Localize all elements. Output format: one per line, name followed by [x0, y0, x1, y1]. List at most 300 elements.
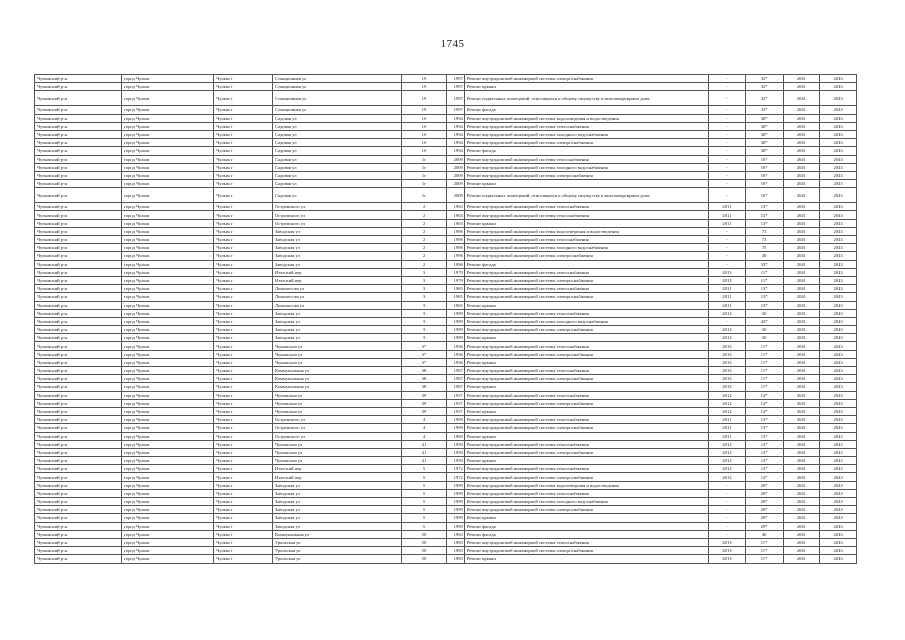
build-year-cell: 1994	[447, 114, 465, 122]
wear-percent-cell: 20	[745, 309, 783, 317]
settlement-cell: город Чулым	[122, 367, 214, 375]
settlement-cell: город Чулым	[122, 530, 214, 538]
plan-start-year-cell: 2041	[783, 171, 820, 179]
work-type-cell: Ремонт внутридомовой инженерной системы теплоснабжения	[464, 489, 708, 497]
settlement-cell: город Чулым	[122, 188, 214, 203]
settlement-cell: город Чулым	[122, 514, 214, 522]
build-year-cell: 1997	[447, 83, 465, 91]
settlement-cell: город Чулым	[122, 244, 214, 252]
plan-start-year-cell: 2041	[783, 188, 820, 203]
street-cell: Коммунальная ул	[272, 530, 401, 538]
house-number-cell: 19	[401, 83, 446, 91]
settlement-cell: город Чулым	[122, 473, 214, 481]
last-repair-year-cell: 2012	[709, 457, 746, 465]
plan-end-year-cell: 2043	[820, 227, 857, 235]
settlement-cell: город Чулым	[122, 155, 214, 163]
street-cell: Садовая ул	[272, 155, 401, 163]
last-repair-year-cell: -	[709, 260, 746, 268]
work-type-cell: Ремонт внутридомовой инженерной системы электроснабжения	[464, 171, 708, 179]
house-number-cell: 5	[401, 481, 446, 489]
plan-start-year-cell: 2041	[783, 147, 820, 155]
plan-end-year-cell: 2043	[820, 244, 857, 252]
city-cell: Чулым г	[214, 244, 273, 252]
wear-percent-cell: 32*	[745, 75, 783, 83]
settlement-cell: город Чулым	[122, 293, 214, 301]
last-repair-year-cell: 2012	[709, 440, 746, 448]
build-year-cell: 2009	[447, 188, 465, 203]
district-cell: Чулымский р-н	[35, 407, 122, 415]
wear-percent-cell: 12*	[745, 399, 783, 407]
work-type-cell: Ремонт внутридомовой инженерной системы электроснабжения	[464, 375, 708, 383]
street-cell: Станционная ул	[272, 75, 401, 83]
wear-percent-cell: 36*	[745, 122, 783, 130]
district-cell: Чулымский р-н	[35, 260, 122, 268]
plan-end-year-cell: 2043	[820, 399, 857, 407]
plan-end-year-cell: 2043	[820, 522, 857, 530]
house-number-cell: 1б	[401, 130, 446, 138]
wear-percent-cell: 32*	[745, 83, 783, 91]
street-cell: Заводская ул	[272, 244, 401, 252]
build-year-cell: 1994	[447, 130, 465, 138]
last-repair-year-cell: 2012	[709, 326, 746, 334]
wear-percent-cell: 11*	[745, 555, 783, 563]
wear-percent-cell: 29*	[745, 489, 783, 497]
last-repair-year-cell: 2011	[709, 301, 746, 309]
plan-end-year-cell: 2043	[820, 163, 857, 171]
table-row	[35, 106, 857, 114]
plan-end-year-cell: 2043	[820, 155, 857, 163]
district-cell: Чулымский р-н	[35, 432, 122, 440]
settlement-cell: город Чулым	[122, 489, 214, 497]
house-number-cell: 1г	[401, 171, 446, 179]
street-cell: Чулымская ул	[272, 407, 401, 415]
table-row	[35, 506, 857, 514]
build-year-cell: 1959	[447, 448, 465, 456]
house-number-cell: 41	[401, 448, 446, 456]
build-year-cell: 1969	[447, 432, 465, 440]
house-number-cell: 50	[401, 538, 446, 546]
street-cell: Заводская ул	[272, 522, 401, 530]
table-row	[35, 465, 857, 473]
plan-end-year-cell: 2043	[820, 358, 857, 366]
last-repair-year-cell: 2013	[709, 383, 746, 391]
street-cell: Заводская ул	[272, 317, 401, 325]
table-row	[35, 416, 857, 424]
work-type-cell: Ремонт внутридомовой инженерной системы электроснабжения	[464, 547, 708, 555]
table-row	[35, 122, 857, 130]
work-type-cell: Ремонт внутридомовой инженерной системы холодного водоснабжения	[464, 498, 708, 506]
work-type-cell: Ремонт крыши	[464, 334, 708, 342]
plan-start-year-cell: 2041	[783, 276, 820, 284]
district-cell: Чулымский р-н	[35, 350, 122, 358]
district-cell: Чулымский р-н	[35, 334, 122, 342]
plan-start-year-cell: 2041	[783, 268, 820, 276]
street-cell: Итатский пер	[272, 465, 401, 473]
house-number-cell: 2	[401, 203, 446, 211]
plan-start-year-cell: 2041	[783, 203, 820, 211]
city-cell: Чулым г	[214, 211, 273, 219]
table-row	[35, 489, 857, 497]
plan-end-year-cell: 2043	[820, 367, 857, 375]
plan-end-year-cell: 2043	[820, 440, 857, 448]
street-cell: Станционная ул	[272, 106, 401, 114]
plan-end-year-cell: 2043	[820, 276, 857, 284]
build-year-cell: 1989	[447, 309, 465, 317]
house-number-cell: 2	[401, 260, 446, 268]
plan-end-year-cell: 2043	[820, 391, 857, 399]
last-repair-year-cell: 2011	[709, 416, 746, 424]
city-cell: Чулым г	[214, 506, 273, 514]
street-cell: Садовая ул	[272, 171, 401, 179]
house-number-cell: 38	[401, 383, 446, 391]
settlement-cell: город Чулым	[122, 416, 214, 424]
house-number-cell: 1б	[401, 139, 446, 147]
work-type-cell: Ремонт внутридомовой инженерной системы теплоснабжения	[464, 465, 708, 473]
house-number-cell: 3	[401, 285, 446, 293]
work-type-cell: Ремонт крыши	[464, 555, 708, 563]
build-year-cell: 2009	[447, 171, 465, 179]
plan-start-year-cell: 2041	[783, 498, 820, 506]
district-cell: Чулымский р-н	[35, 252, 122, 260]
settlement-cell: город Чулым	[122, 301, 214, 309]
last-repair-year-cell: 2011	[709, 424, 746, 432]
plan-start-year-cell: 2041	[783, 334, 820, 342]
house-number-cell: 37	[401, 342, 446, 350]
wear-percent-cell: 11*	[745, 358, 783, 366]
last-repair-year-cell: 2013	[709, 555, 746, 563]
plan-start-year-cell: 2041	[783, 155, 820, 163]
wear-percent-cell: 36*	[745, 147, 783, 155]
district-cell: Чулымский р-н	[35, 481, 122, 489]
plan-end-year-cell: 2043	[820, 424, 857, 432]
street-cell: Садовая ул	[272, 188, 401, 203]
settlement-cell: город Чулым	[122, 83, 214, 91]
wear-percent-cell: 12*	[745, 391, 783, 399]
city-cell: Чулым г	[214, 440, 273, 448]
city-cell: Чулым г	[214, 285, 273, 293]
settlement-cell: город Чулым	[122, 334, 214, 342]
plan-end-year-cell: 2043	[820, 139, 857, 147]
table-row	[35, 481, 857, 489]
wear-percent-cell: 12*	[745, 440, 783, 448]
district-cell: Чулымский р-н	[35, 163, 122, 171]
settlement-cell: город Чулым	[122, 457, 214, 465]
street-cell: Заводская ул	[272, 481, 401, 489]
house-number-cell: 2	[401, 236, 446, 244]
street-cell: Островского ул	[272, 432, 401, 440]
city-cell: Чулым г	[214, 538, 273, 546]
work-type-cell: Ремонт внутридомовой инженерной системы теплоснабжения	[464, 440, 708, 448]
build-year-cell: 1957	[447, 399, 465, 407]
work-type-cell: Ремонт внутридомовой инженерной системы холодного водоснабжения	[464, 317, 708, 325]
wear-percent-cell: 16*	[745, 163, 783, 171]
city-cell: Чулым г	[214, 383, 273, 391]
settlement-cell: город Чулым	[122, 326, 214, 334]
plan-start-year-cell: 2041	[783, 91, 820, 106]
district-cell: Чулымский р-н	[35, 83, 122, 91]
plan-start-year-cell: 2041	[783, 211, 820, 219]
build-year-cell: 1983	[447, 538, 465, 546]
plan-start-year-cell: 2041	[783, 440, 820, 448]
work-type-cell: Ремонт внутридомовой инженерной системы теплоснабжения	[464, 416, 708, 424]
table-row	[35, 188, 857, 203]
plan-end-year-cell: 2043	[820, 260, 857, 268]
district-cell: Чулымский р-н	[35, 219, 122, 227]
city-cell: Чулым г	[214, 473, 273, 481]
last-repair-year-cell: -	[709, 163, 746, 171]
last-repair-year-cell: 2013	[709, 350, 746, 358]
district-cell: Чулымский р-н	[35, 147, 122, 155]
plan-start-year-cell: 2041	[783, 407, 820, 415]
work-type-cell: Ремонт внутридомовой инженерной системы теплоснабжения	[464, 309, 708, 317]
table-row	[35, 530, 857, 538]
street-cell: Уральская ул	[272, 538, 401, 546]
street-cell: Заводская ул	[272, 227, 401, 235]
work-type-cell: Ремонт внутридомовой инженерной системы электроснабжения	[464, 399, 708, 407]
house-number-cell: 39	[401, 391, 446, 399]
wear-percent-cell: 16*	[745, 171, 783, 179]
wear-percent-cell: 11*	[745, 383, 783, 391]
plan-end-year-cell: 2043	[820, 326, 857, 334]
wear-percent-cell: 13*	[745, 219, 783, 227]
wear-percent-cell: 29*	[745, 481, 783, 489]
settlement-cell: город Чулым	[122, 481, 214, 489]
house-number-cell: 5	[401, 465, 446, 473]
work-type-cell: Ремонт внутридомовой инженерной системы теплоснабжения	[464, 367, 708, 375]
build-year-cell: 2009	[447, 163, 465, 171]
street-cell: Коммунальная ул	[272, 383, 401, 391]
house-number-cell: 38	[401, 367, 446, 375]
district-cell: Чулымский р-н	[35, 555, 122, 563]
work-type-cell: Ремонт внутридомовой инженерной системы теплоснабжения	[464, 391, 708, 399]
city-cell: Чулым г	[214, 219, 273, 227]
city-cell: Чулым г	[214, 375, 273, 383]
work-type-cell: Ремонт крыши	[464, 432, 708, 440]
build-year-cell: 1997	[447, 91, 465, 106]
wear-percent-cell: 13*	[745, 293, 783, 301]
street-cell: Заводская ул	[272, 326, 401, 334]
district-cell: Чулымский р-н	[35, 75, 122, 83]
city-cell: Чулым г	[214, 391, 273, 399]
wear-percent-cell: 29*	[745, 506, 783, 514]
work-type-cell: Ремонт внутридомовой инженерной системы электроснабжения	[464, 293, 708, 301]
city-cell: Чулым г	[214, 236, 273, 244]
house-number-cell: 5	[401, 522, 446, 530]
settlement-cell: город Чулым	[122, 211, 214, 219]
street-cell: Садовая ул	[272, 130, 401, 138]
work-type-cell: Ремонт внутридомовой инженерной системы электроснабжения	[464, 448, 708, 456]
city-cell: Чулым г	[214, 122, 273, 130]
plan-start-year-cell: 2041	[783, 448, 820, 456]
city-cell: Чулым г	[214, 416, 273, 424]
build-year-cell: 1963	[447, 203, 465, 211]
build-year-cell: 1959	[447, 440, 465, 448]
district-cell: Чулымский р-н	[35, 506, 122, 514]
work-type-cell: Ремонт внутридомовой инженерной системы электроснабжения	[464, 139, 708, 147]
settlement-cell: город Чулым	[122, 440, 214, 448]
settlement-cell: город Чулым	[122, 91, 214, 106]
settlement-cell: город Чулым	[122, 391, 214, 399]
build-year-cell: 1967	[447, 367, 465, 375]
city-cell: Чулым г	[214, 276, 273, 284]
last-repair-year-cell: -	[709, 91, 746, 106]
last-repair-year-cell: 2012	[709, 407, 746, 415]
district-cell: Чулымский р-н	[35, 309, 122, 317]
plan-start-year-cell: 2041	[783, 555, 820, 563]
house-number-cell: 50	[401, 555, 446, 563]
district-cell: Чулымский р-н	[35, 391, 122, 399]
wear-percent-cell: 29*	[745, 522, 783, 530]
house-number-cell: 3	[401, 276, 446, 284]
street-cell: Островского ул	[272, 219, 401, 227]
house-number-cell: 3	[401, 293, 446, 301]
table-row	[35, 155, 857, 163]
settlement-cell: город Чулым	[122, 309, 214, 317]
plan-start-year-cell: 2041	[783, 342, 820, 350]
plan-end-year-cell: 2043	[820, 268, 857, 276]
street-cell: Чулымская ул	[272, 399, 401, 407]
plan-end-year-cell: 2043	[820, 83, 857, 91]
house-number-cell: 41	[401, 457, 446, 465]
wear-percent-cell: 40	[745, 252, 783, 260]
plan-end-year-cell: 2043	[820, 188, 857, 203]
district-cell: Чулымский р-н	[35, 139, 122, 147]
house-number-cell: 37	[401, 358, 446, 366]
house-number-cell: 4	[401, 416, 446, 424]
work-type-cell: Ремонт внутридомовой инженерной системы электроснабжения	[464, 424, 708, 432]
work-type-cell: Ремонт внутридомовой инженерной системы электроснабжения	[464, 350, 708, 358]
street-cell: Заводская ул	[272, 498, 401, 506]
wear-percent-cell: 13*	[745, 424, 783, 432]
plan-start-year-cell: 2041	[783, 75, 820, 83]
plan-end-year-cell: 2043	[820, 211, 857, 219]
plan-end-year-cell: 2043	[820, 547, 857, 555]
work-type-cell: Ремонт подвальных помещений, относящихся к общему имуществу в многоквартирном доме	[464, 188, 708, 203]
plan-start-year-cell: 2041	[783, 326, 820, 334]
plan-end-year-cell: 2043	[820, 180, 857, 188]
wear-percent-cell: 11*	[745, 342, 783, 350]
city-cell: Чулым г	[214, 301, 273, 309]
table-row	[35, 130, 857, 138]
settlement-cell: город Чулым	[122, 547, 214, 555]
plan-end-year-cell: 2043	[820, 448, 857, 456]
plan-end-year-cell: 2043	[820, 114, 857, 122]
build-year-cell: 1967	[447, 375, 465, 383]
last-repair-year-cell: -	[709, 171, 746, 179]
house-number-cell: 3	[401, 309, 446, 317]
street-cell: Заводская ул	[272, 489, 401, 497]
plan-start-year-cell: 2041	[783, 309, 820, 317]
city-cell: Чулым г	[214, 367, 273, 375]
plan-start-year-cell: 2041	[783, 122, 820, 130]
house-number-cell: 2	[401, 219, 446, 227]
build-year-cell: 1963	[447, 530, 465, 538]
table-row	[35, 440, 857, 448]
house-number-cell: 4	[401, 424, 446, 432]
plan-end-year-cell: 2043	[820, 383, 857, 391]
street-cell: Коммунальная ул	[272, 375, 401, 383]
table-row	[35, 424, 857, 432]
settlement-cell: город Чулым	[122, 163, 214, 171]
house-number-cell: 1б	[401, 122, 446, 130]
settlement-cell: город Чулым	[122, 424, 214, 432]
plan-start-year-cell: 2041	[783, 506, 820, 514]
last-repair-year-cell: -	[709, 244, 746, 252]
table-row	[35, 163, 857, 171]
build-year-cell: 1983	[447, 547, 465, 555]
plan-end-year-cell: 2043	[820, 350, 857, 358]
settlement-cell: город Чулым	[122, 147, 214, 155]
work-type-cell: Ремонт внутридомовой инженерной системы электроснабжения	[464, 276, 708, 284]
build-year-cell: 1989	[447, 326, 465, 334]
street-cell: Ломоносова ул	[272, 301, 401, 309]
settlement-cell: город Чулым	[122, 285, 214, 293]
build-year-cell: 1965	[447, 301, 465, 309]
table-row	[35, 83, 857, 91]
house-number-cell: 1б	[401, 114, 446, 122]
street-cell: Садовая ул	[272, 180, 401, 188]
street-cell: Итатский пер	[272, 473, 401, 481]
plan-end-year-cell: 2043	[820, 293, 857, 301]
last-repair-year-cell: -	[709, 122, 746, 130]
settlement-cell: город Чулым	[122, 399, 214, 407]
plan-start-year-cell: 2041	[783, 514, 820, 522]
table-row	[35, 285, 857, 293]
table-row	[35, 180, 857, 188]
table-row	[35, 350, 857, 358]
table-row	[35, 203, 857, 211]
wear-percent-cell: 40	[745, 530, 783, 538]
street-cell: Садовая ул	[272, 122, 401, 130]
plan-end-year-cell: 2043	[820, 514, 857, 522]
house-number-cell: 3	[401, 301, 446, 309]
work-type-cell: Ремонт внутридомовой инженерной системы теплоснабжения	[464, 285, 708, 293]
build-year-cell: 1996	[447, 260, 465, 268]
plan-end-year-cell: 2043	[820, 538, 857, 546]
street-cell: Чулымская ул	[272, 358, 401, 366]
house-number-cell: 39	[401, 407, 446, 415]
plan-start-year-cell: 2041	[783, 489, 820, 497]
plan-start-year-cell: 2041	[783, 399, 820, 407]
last-repair-year-cell: 2012	[709, 399, 746, 407]
plan-end-year-cell: 2043	[820, 285, 857, 293]
table-row	[35, 383, 857, 391]
settlement-cell: город Чулым	[122, 75, 214, 83]
wear-percent-cell: 13*	[745, 416, 783, 424]
district-cell: Чулымский р-н	[35, 285, 122, 293]
city-cell: Чулым г	[214, 399, 273, 407]
table-row	[35, 547, 857, 555]
house-number-cell: 39	[401, 399, 446, 407]
work-type-cell: Ремонт подвальных помещений, относящихся к общему имуществу в многоквартирном доме	[464, 91, 708, 106]
wear-percent-cell: 73	[745, 227, 783, 235]
build-year-cell: 1999	[447, 506, 465, 514]
work-type-cell: Ремонт фасада	[464, 522, 708, 530]
plan-start-year-cell: 2041	[783, 83, 820, 91]
settlement-cell: город Чулым	[122, 114, 214, 122]
street-cell: Островского ул	[272, 424, 401, 432]
settlement-cell: город Чулым	[122, 180, 214, 188]
street-cell: Островского ул	[272, 211, 401, 219]
plan-start-year-cell: 2041	[783, 465, 820, 473]
wear-percent-cell: 36*	[745, 130, 783, 138]
district-cell: Чулымский р-н	[35, 203, 122, 211]
build-year-cell: 1963	[447, 211, 465, 219]
district-cell: Чулымский р-н	[35, 448, 122, 456]
house-number-cell: 5	[401, 514, 446, 522]
build-year-cell: 1969	[447, 424, 465, 432]
city-cell: Чулым г	[214, 317, 273, 325]
